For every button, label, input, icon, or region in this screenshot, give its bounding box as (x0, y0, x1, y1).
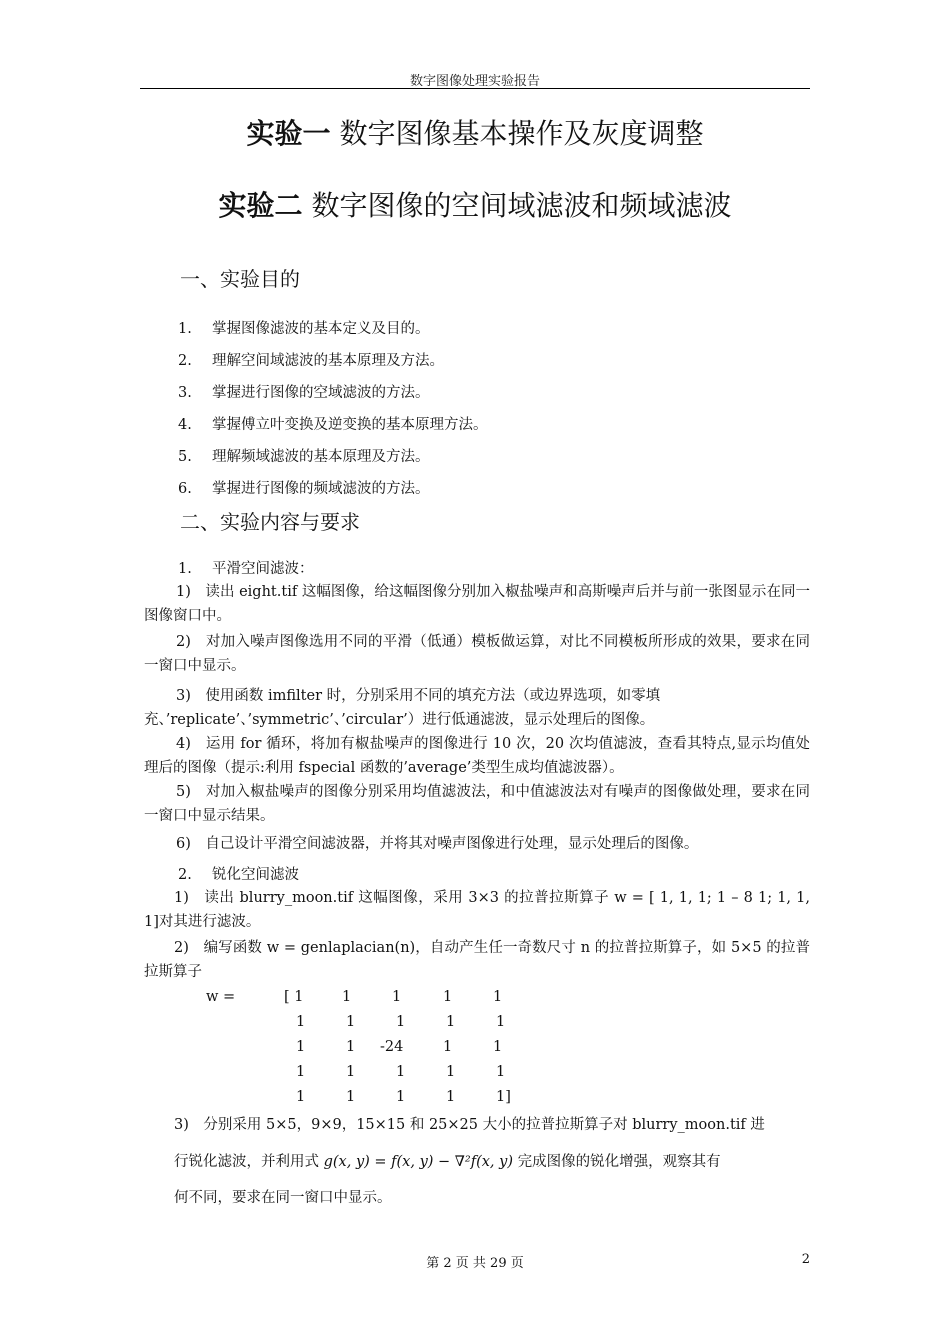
matrix-cell: 1 (396, 1064, 406, 1080)
goal-text: 理解频域滤波的基本原理及方法。 (212, 449, 430, 465)
matrix-row (0, 1014, 950, 1034)
matrix-cell: 1 (496, 1014, 506, 1030)
header-rule (140, 88, 810, 89)
matrix-cell: 1 (346, 1064, 356, 1080)
matrix-cell: 1 (396, 1014, 406, 1030)
title-experiment-1 (0, 112, 950, 152)
task-paragraph: 1) 读出 blurry_moon.tif 这幅图像，采用 3×3 的拉普拉斯算子 w = [ 1, 1, 1; 1 – 8 1; 1, 1, 1]对其进行滤波。 (144, 890, 810, 930)
goal-number: 3. (178, 385, 192, 401)
matrix-cell: 1 (296, 1039, 306, 1055)
title-1-text: 数字图像基本操作及灰度调整 (330, 117, 704, 150)
matrix-cell: 1 (346, 1089, 356, 1105)
goal-number: 2. (178, 353, 192, 369)
task-paragraph-line: 3) 使用函数 imfilter 时，分别采用不同的填充方法（或边界选项，如零填 (176, 688, 661, 704)
matrix-cell: 1 (446, 1014, 456, 1030)
subsection-text: 锐化空间滤波 (212, 867, 299, 883)
matrix-cell: 1 (296, 1064, 306, 1080)
matrix-cell: 1 (493, 1039, 503, 1055)
task-paragraph: 2) 编写函数 w = genlaplacian(n)，自动产生任一奇数尺寸 n 的拉普拉斯算子，如 5×5 的拉普拉斯算子 (144, 940, 810, 980)
goal-text: 掌握进行图像的频域滤波的方法。 (212, 481, 430, 497)
subsection-number: 2. (178, 867, 192, 883)
formula-trail-text: 完成图像的锐化增强，观察其有 (513, 1154, 721, 1170)
section-heading-goals: 一、实验目的 (180, 267, 300, 291)
goal-number: 1. (178, 321, 192, 337)
goal-item (178, 349, 444, 370)
matrix-row (0, 1064, 950, 1084)
matrix-row (0, 1039, 950, 1059)
matrix-cell: 1 (342, 989, 352, 1005)
subsection-number: 1. (178, 561, 192, 577)
task-paragraph: 2) 对加入噪声图像选用不同的平滑（低通）模板做运算，对比不同模板所形成的效果，要求在同一窗口中显示。 (144, 634, 810, 674)
goal-text: 掌握图像滤波的基本定义及目的。 (212, 321, 430, 337)
matrix-cell: 1 (443, 989, 453, 1005)
matrix-cell: 1 (346, 1039, 356, 1055)
task-paragraph: 1) 读出 eight.tif 这幅图像，给这幅图像分别加入椒盐噪声和高斯噪声后并与前一张图显示在同一图像窗口中。 (144, 584, 810, 624)
page-header: 数字图像处理实验报告 (409, 74, 540, 89)
matrix-cell: 1 (296, 1014, 306, 1030)
goal-text: 掌握傅立叶变换及逆变换的基本原理方法。 (212, 417, 488, 433)
title-1-label: 实验一 (246, 117, 331, 150)
subsection-text: 平滑空间滤波： (212, 561, 314, 577)
goal-item (178, 445, 430, 466)
goal-text: 掌握进行图像的空域滤波的方法。 (212, 385, 430, 401)
title-2-text: 数字图像的空间域滤波和频域滤波 (302, 189, 732, 222)
matrix-cell: 1] (496, 1089, 511, 1105)
goal-item (178, 381, 430, 402)
task-paragraph-line (174, 1150, 721, 1171)
matrix-cell: 1 (446, 1089, 456, 1105)
task-paragraph-line: 充、’replicate’、’symmetric’、’circular’）进行低通滤波，显示处理后的图像。 (144, 712, 655, 728)
goal-number: 4. (178, 417, 192, 433)
matrix-row (0, 989, 950, 1009)
matrix-label: w = (206, 989, 236, 1005)
goal-item (178, 413, 488, 434)
task-paragraph: 4) 运用 for 循环，将加有椒盐噪声的图像进行 10 次，20 次均值滤波，查看其特点,显示均值处理后的图像（提示:利用 fspecial 函数的’average’类型生成均值滤波器）。 (144, 736, 810, 776)
matrix-cell: 1 (346, 1014, 356, 1030)
title-2-label: 实验二 (218, 189, 303, 222)
task-paragraph: 5) 对加入椒盐噪声的图像分别采用均值滤波法，和中值滤波法对有噪声的图像做处理，要求在同一窗口中显示结果。 (144, 784, 810, 824)
goal-number: 6. (178, 481, 192, 497)
page-number: 2 (801, 1252, 810, 1267)
subsection-sharpening (178, 863, 299, 884)
matrix-row (0, 1089, 950, 1109)
task-paragraph-line: 何不同，要求在同一窗口中显示。 (174, 1190, 392, 1206)
task-paragraph-line: 3) 分别采用 5×5，9×9，15×15 和 25×25 大小的拉普拉斯算子对 blurry_moon.tif 进 (174, 1117, 765, 1133)
task-paragraph: 6) 自己设计平滑空间滤波器，并将其对噪声图像进行处理，显示处理后的图像。 (176, 836, 699, 852)
subsection-smoothing (178, 557, 314, 578)
matrix-cell: 1 (392, 989, 402, 1005)
page-footer: 第 2 页 共 29 页 (426, 1256, 524, 1271)
goal-number: 5. (178, 449, 192, 465)
matrix-cell: 1 (443, 1039, 453, 1055)
goal-item (178, 477, 430, 498)
goal-item (178, 317, 430, 338)
matrix-cell: -24 (380, 1039, 404, 1055)
formula-lead-text: 行锐化滤波，并利用式 (174, 1154, 324, 1170)
goal-text: 理解空间域滤波的基本原理及方法。 (212, 353, 444, 369)
matrix-cell: 1 (496, 1064, 506, 1080)
sharpening-formula: g(x, y) = f(x, y) − ∇²f(x, y) (323, 1154, 514, 1170)
title-experiment-2 (0, 184, 950, 224)
matrix-cell: 1 (296, 1089, 306, 1105)
matrix-cell: 1 (493, 989, 503, 1005)
section-heading-content: 二、实验内容与要求 (180, 510, 360, 534)
matrix-cell: 1 (396, 1089, 406, 1105)
matrix-cell: [ 1 (284, 989, 304, 1005)
matrix-cell: 1 (446, 1064, 456, 1080)
